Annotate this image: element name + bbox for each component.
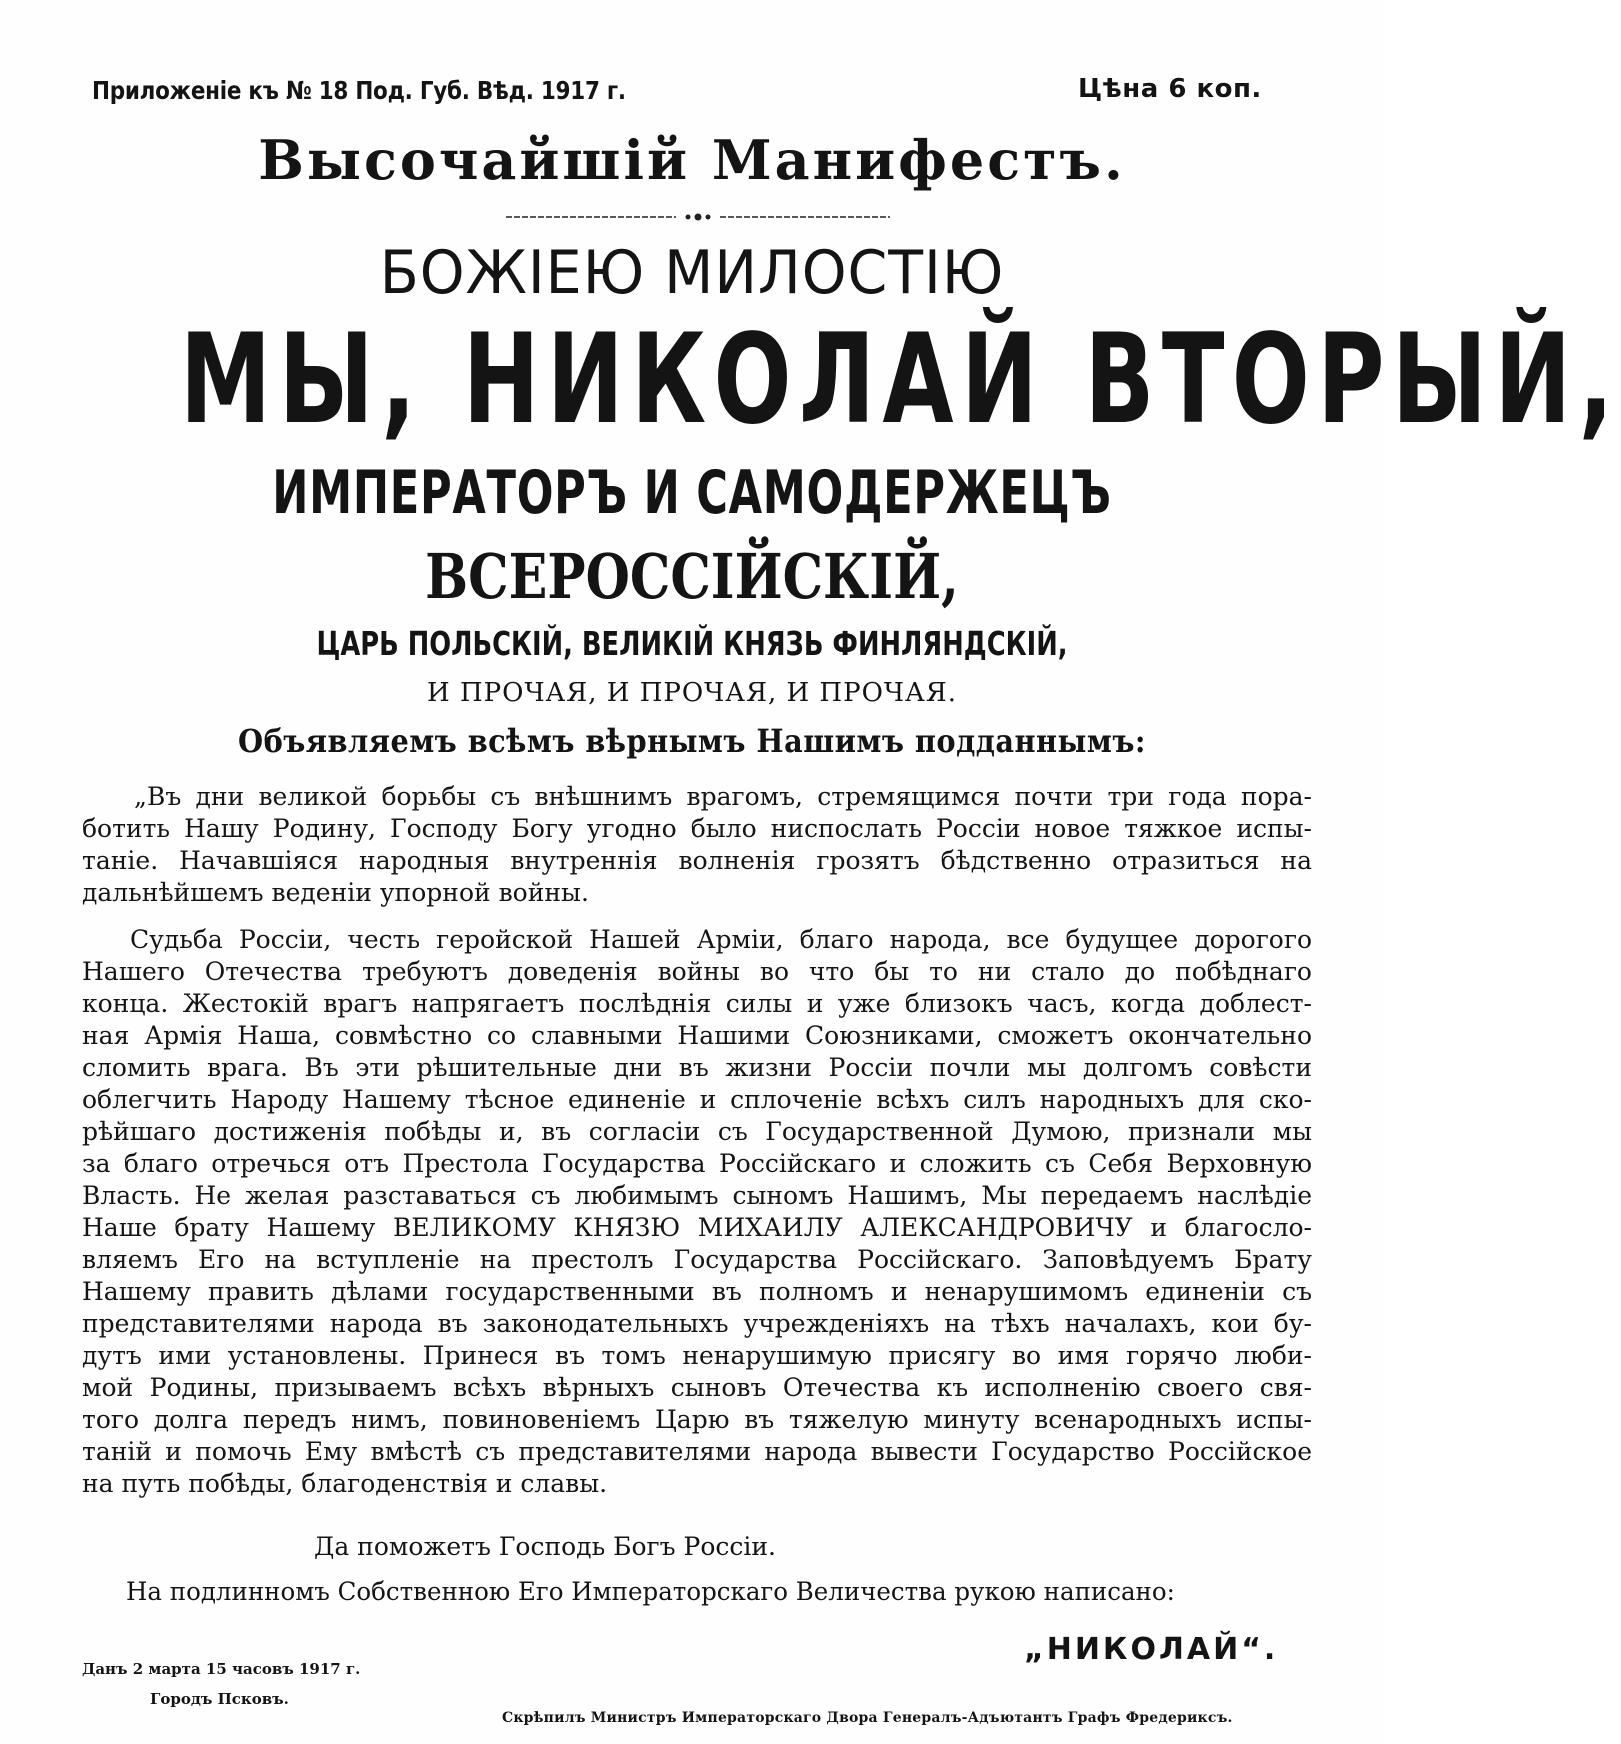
signature: „НИКОЛАЙ“. <box>1024 1632 1279 1667</box>
text-line: Нашему править дѣлами государственными въ полномъ и ненарушимомъ единеніи съ <box>82 1277 1312 1306</box>
text-line: Власть. Не желая разставаться съ любимымъ сыномъ Нашимъ, Мы передаемъ наслѣдіе <box>82 1181 1312 1210</box>
emperor-name-heading: МЫ, НИКОЛАЙ ВТОРЫЙ, <box>179 308 1621 452</box>
text-line: ная Армія Наша, совмѣстно со славными Нашими Союзниками, сможетъ окончательно <box>82 1021 1312 1050</box>
emperor-title-heading: ИМПЕРАТОРЪ И САМОДЕРЖЕЦЪ <box>272 458 1112 528</box>
text-line: сломить врага. Въ эти рѣшительные дни въ жизни Россіи почли мы долгомъ совѣсти <box>82 1053 1312 1082</box>
issue-city: Городъ Псковъ. <box>150 1690 289 1708</box>
by-grace-heading: БОЖІЕЮ МИЛОСТІЮ <box>379 238 1005 308</box>
document-title: Высочайшій Манифестъ. <box>258 128 1126 192</box>
paragraph-1 <box>82 781 1312 909</box>
text-line: облегчить Народу Нашему тѣсное единеніе и сплоченіе всѣхъ силъ народныхъ для ско- <box>82 1085 1312 1114</box>
text-line: рѣйшаго достиженія побѣды и, въ согласіи съ Государственной Думою, признали мы <box>82 1117 1312 1146</box>
closing-blessing: Да поможетъ Господь Богъ Россіи. <box>314 1532 776 1561</box>
text-line: ботить Нашу Родину, Господу Богу угодно было ниспослать Россіи новое тяжкое испы- <box>82 814 1312 843</box>
countersignature: Скрѣпилъ Министръ Императорскаго Двора Генералъ-Адъютантъ Графъ Фредериксъ. <box>502 1710 1233 1726</box>
tsar-titles-heading: ЦАРЬ ПОЛЬСКІЙ, ВЕЛИКІЙ КНЯЗЬ ФИНЛЯНДСКІЙ, <box>316 624 1068 663</box>
price-label: Цѣна 6 коп. <box>1078 74 1262 104</box>
text-line: на путь побѣды, благоденствія и славы. <box>82 1469 608 1498</box>
text-line: конца. Жестокій врагъ напрягаетъ послѣднія силы и уже близокъ часъ, когда доблест- <box>82 989 1312 1018</box>
all-russian-heading: ВСЕРОССІЙСКІЙ, <box>425 540 959 613</box>
text-line: вляемъ Его на вступленіе на престолъ Государства Россійскаго. Заповѣдуемъ Брату <box>82 1245 1312 1274</box>
text-line: дальнѣйшемъ веденіи упорной войны. <box>82 878 589 907</box>
text-line: таніе. Начавшіяся народныя внутреннія волненія грозятъ бѣдственно отразиться на <box>82 846 1312 875</box>
appendix-note: Приложеніе къ № 18 Под. Губ. Вѣд. 1917 г. <box>92 76 626 105</box>
text-line: „Въ дни великой борьбы съ внѣшнимъ врагомъ, стремящимся почти три года пора- <box>134 782 1312 811</box>
text-line: того долга передъ нимъ, повиновеніемъ Царю въ тяжелую минуту всенародныхъ испы- <box>82 1405 1312 1434</box>
ornament-divider <box>506 212 890 222</box>
address-line: Объявляемъ всѣмъ вѣрнымъ Нашимъ подданнымъ: <box>238 722 1146 760</box>
paragraph-2 <box>82 924 1312 1500</box>
text-line: за благо отречься отъ Престола Государства Россійскаго и сложить съ Себя Верховную <box>82 1149 1312 1178</box>
text-line: дутъ ими установлены. Принеся въ томъ ненарушимую присягу во имя горячо люби- <box>82 1341 1312 1370</box>
text-line: Судьба Россіи, честь геройской Нашей Арміи, благо народа, все будущее дорогого <box>130 925 1312 954</box>
text-line: Нашего Отечества требуютъ доведенія войны во что бы то ни стало до побѣднаго <box>82 957 1312 986</box>
text-line: мой Родины, призываемъ всѣхъ вѣрныхъ сыновъ Отечества къ исполненію своего свя- <box>82 1373 1312 1402</box>
issue-date: Данъ 2 марта 15 часовъ 1917 г. <box>82 1660 361 1678</box>
handwritten-note: На подлинномъ Собственною Его Императорскаго Величества рукою написано: <box>126 1577 1175 1606</box>
text-line: таній и помочь Ему вмѣстѣ съ представителями народа вывести Государство Россійское <box>82 1437 1312 1466</box>
text-line: представителями народа въ законодательныхъ учрежденіяхъ на тѣхъ началахъ, кои бу- <box>82 1309 1312 1338</box>
text-line: Наше брату Нашему ВЕЛИКОМУ КНЯЗЮ МИХАИЛУ АЛЕКСАНДРОВИЧУ и благосло- <box>82 1213 1312 1242</box>
etc-line: И ПРОЧАЯ, И ПРОЧАЯ, И ПРОЧАЯ. <box>427 678 957 708</box>
